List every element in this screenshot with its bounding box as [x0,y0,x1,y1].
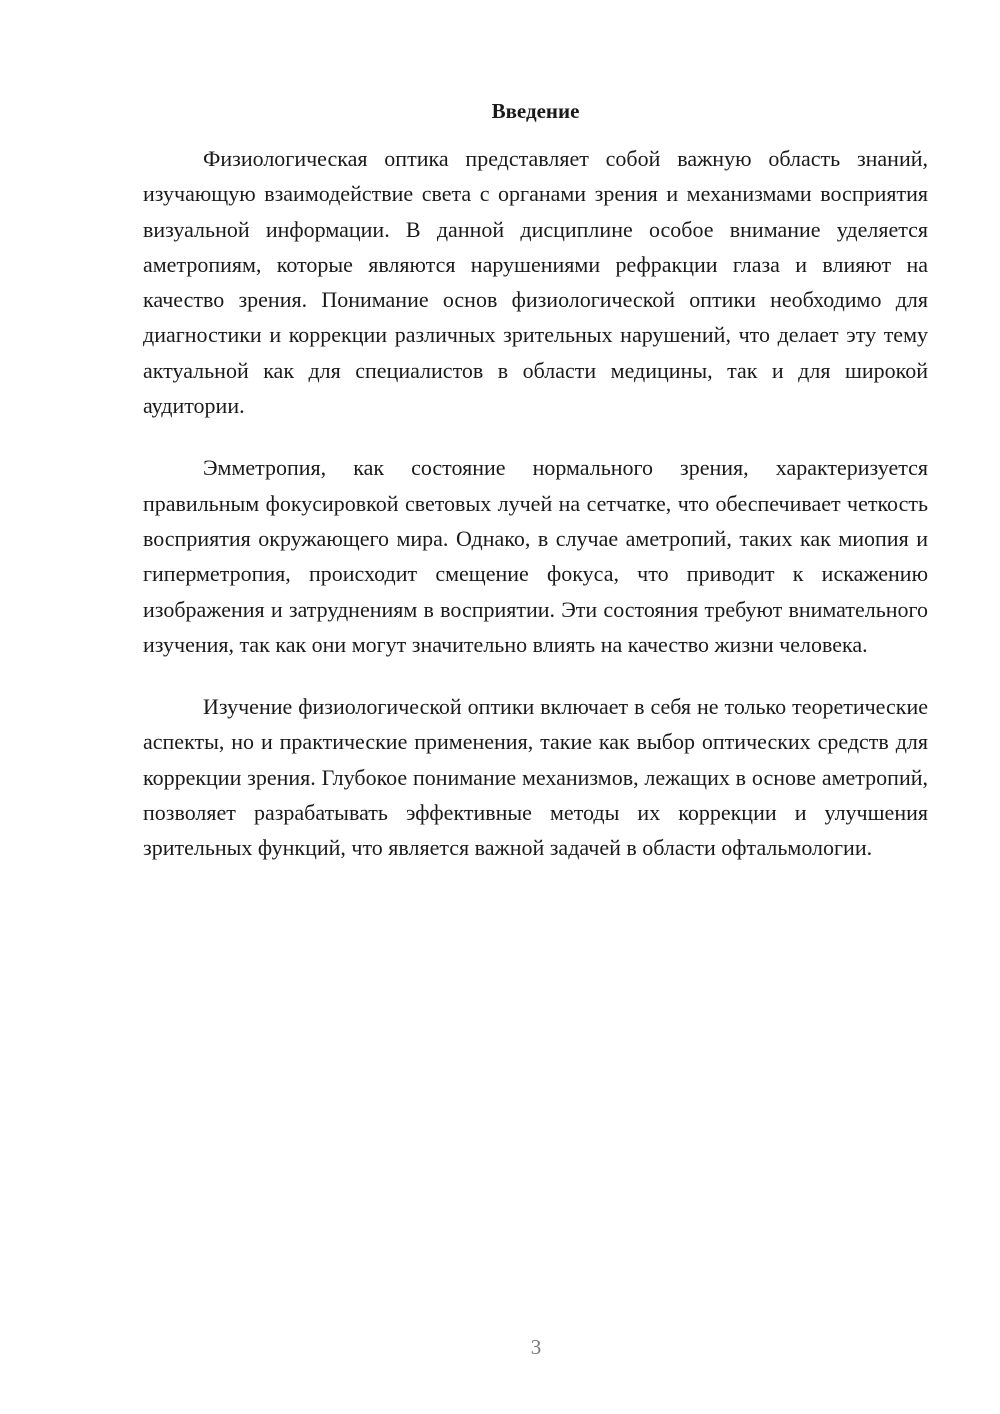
section-heading: Введение [491,99,580,123]
paragraph-2: Эмметропия, как состояние нормального зрения, характеризуется правильным фокусировкой световых лучей на сетчатке, что обеспечивает четкость восприятия окружающего мира. Однако, в случае аметропий, таких как миопия и гиперметропия, происходит смещение фокуса, что приводит к искажению изображения и затруднениям в восприятии. Эти состояния требуют внимательного изучения, так как они могут значительно влиять на качество жизни человека. [143,455,928,657]
page-number: 3 [530,1335,542,1359]
body-text [143,141,928,893]
paragraph-3: Изучение физиологической оптики включает в себя не только теоретические аспекты, но и практические применения, такие как выбор оптических средств для коррекции зрения. Глубокое понимание механизмов, лежащих в основе аметропий, позволяет разрабатывать эффективные методы их коррекции и улучшения зрительных функций, что является важной задачей в области офтальмологии. [143,694,928,861]
paragraph-1: Физиологическая оптика представляет собой важную область знаний, изучающую взаимодействие света с органами зрения и механизмами восприятия визуальной информации. В данной дисциплине особое внимание уделяется аметропиям, которые являются нарушениями рефракции глаза и влияют на качество зрения. Понимание основ физиологической оптики необходимо для диагностики и коррекции различных зрительных нарушений, что делает эту тему актуальной как для специалистов в области медицины, так и для широкой аудитории. [143,146,928,419]
